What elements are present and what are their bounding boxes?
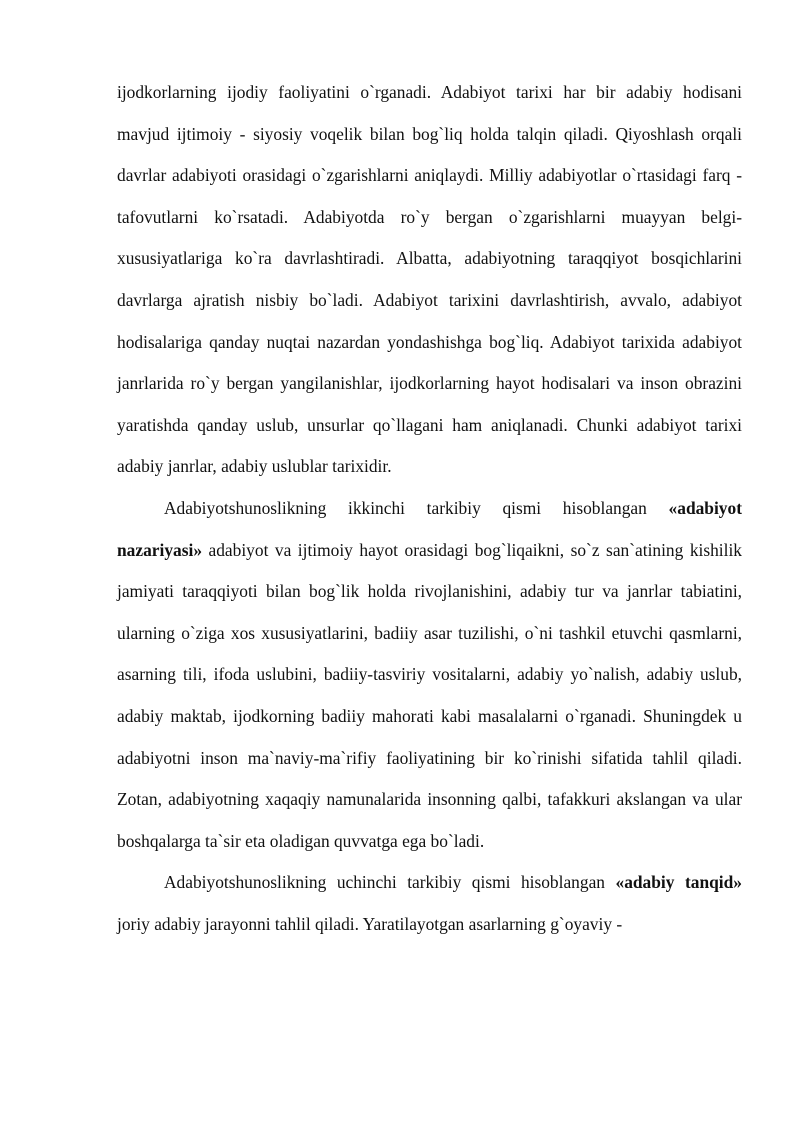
term-literary-criticism: «adabiy tanqid»: [615, 872, 742, 893]
paragraph-literary-theory: [117, 488, 742, 862]
paragraph-text-lead: Adabiyotshunoslikning ikkinchi tarkibiy qismi hisoblangan: [164, 497, 669, 518]
paragraph-text-rest: joriy adabiy jarayonni tahlil qiladi. Yaratilayotgan asarlarning g`oyaviy -: [117, 913, 623, 934]
paragraph-literary-history: [117, 72, 742, 488]
document-page: [117, 72, 742, 945]
paragraph-literary-criticism: [117, 862, 742, 945]
paragraph-text: ijodkorlarning ijodiy faoliyatini o`rganadi. Adabiyot tarixi har bir adabiy hodisani mavjud ijtimoiy - siyosiy voqelik bilan bog`liq holda talqin qiladi. Qiyoshlash orqali davrlar adabiyoti orasidagi o`zgarishlarni aniqlaydi. Milliy adabiyotlar o`rtasidagi farq - tafovutlarni ko`rsatadi. Adabiyotda ro`y bergan o`zgarishlarni muayyan belgi-xususiyatlariga ko`ra davrlashtiradi. Albatta, adabiyotning taraqqiyot bosqichlarini davrlarga ajratish nisbiy bo`ladi. Adabiyot tarixini davrlashtirish, avvalo, adabiyot hodisalariga qanday nuqtai nazardan yondashishga bog`liq. Adabiyot tarixida adabiyot janrlarida ro`y bergan yangilanishlar, ijodkorlarning hayot hodisalari va inson obrazini yaratishda qanday uslub, unsurlar qo`llagani ham aniqlanadi. Chunki adabiyot tarixi adabiy janrlar, adabiy uslublar tarixidir.: [117, 82, 742, 477]
term-literary-theory: «adabiyot nazariyasi»: [117, 497, 742, 560]
paragraph-text-rest: adabiyot va ijtimoiy hayot orasidagi bog`liqaikni, so`z san`atining kishilik jamiyati taraqqiyoti bilan bog`lik holda rivojlanishini, adabiy tur va janrlar tabiatini, ularning o`ziga xos xususiyatlarini, badiiy asar tuzilishi, o`ni tashkil etuvchi qasmlarni, asarning tili, ifoda uslubini, badiiy-tasviriy vositalarni, adabiy yo`nalish, adabiy uslub, adabiy maktab, ijodkorning badiiy mahorati kabi masalalarni o`rganadi. Shuningdek u adabiyotni inson ma`naviy-ma`rifiy faoliyatining bir ko`rinishi sifatida tahlil qiladi. Zotan, adabiyotning xaqaqiy namunalarida insonning qalbi, tafakkuri akslangan va ular boshqalarga ta`sir eta oladigan quvvatga ega bo`ladi.: [117, 539, 742, 851]
paragraph-text-lead: Adabiyotshunoslikning uchinchi tarkibiy qismi hisoblangan: [164, 872, 616, 893]
